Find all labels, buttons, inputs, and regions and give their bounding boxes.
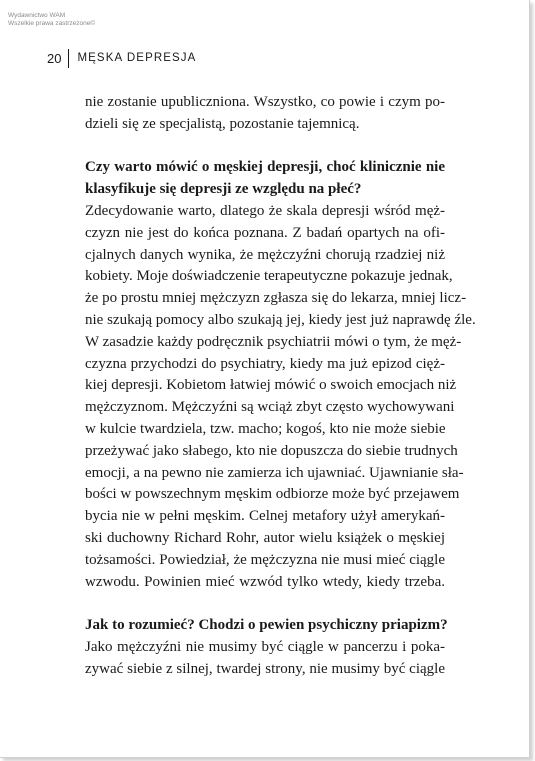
text-line: mężczyznom. Mężczyźni są wciąż zbyt często wychowywani: [85, 399, 455, 416]
text-line: ski duchowny Richard Rohr, autor wielu książek o męskiej: [85, 529, 445, 546]
text-line: tożsamości. Powiedział, że mężczyzna nie musi mieć ciągle: [85, 551, 445, 568]
running-title: MĘSKA DEPRESJA: [77, 52, 197, 64]
text-line: przeżywać jako słabego, kto nie dopuszcza do siebie trudnych: [85, 442, 458, 459]
page-number: 20: [47, 50, 62, 66]
text-line: zywać siebie z silnej, twardej strony, nie musimy być ciągle: [85, 660, 445, 677]
question-line: Czy warto mówić o męskiej depresji, choć klinicznie nie: [85, 159, 445, 176]
page-header: [47, 48, 196, 68]
publisher-watermark: [8, 12, 95, 28]
text-line: kiej depresji. Kobietom łatwiej mówić o swoich emocjach niż: [85, 377, 457, 394]
text-line: Jako mężczyźni nie musimy być ciągle w pancerzu i poka-: [85, 638, 445, 655]
text-line: Zdecydowanie warto, dlatego że skala depresji wśród męż-: [85, 202, 445, 219]
text-line: czyzn nie jest do końca poznana. Z badań opartych na ofi-: [85, 224, 445, 241]
header-divider: [68, 49, 69, 68]
text-line: nie zostanie upubliczniona. Wszystko, co powie i czym po-: [85, 94, 445, 110]
watermark-publisher: Wydawnictwo WAM: [8, 12, 66, 19]
text-line: w kulcie twardziela, tzw. macho; kogoś, kto nie może siebie: [85, 420, 446, 437]
watermark-copyright: Wszelkie prawa zastrzeżone©: [8, 20, 96, 27]
paragraph-gap: [85, 136, 445, 158]
text-line: nie szukają pomocy albo szukają jej, kiedy jest już naprawdę źle.: [85, 311, 476, 328]
paragraph-gap: [85, 593, 445, 615]
text-line: kobiety. Moje doświadczenie terapeutyczne pokazuje jednak,: [85, 268, 453, 285]
text-line: że po prostu mniej mężczyzn zgłasza się do lekarza, mniej licz-: [85, 290, 467, 307]
text-line: bycia nie w pełni męskim. Celnej metafory użył amerykań-: [85, 508, 445, 525]
page-body: [85, 92, 476, 681]
text-line: czyzna przychodzi do psychiatry, kiedy ma już epizod cięż-: [85, 355, 445, 372]
text-line: cjalnych danych wynika, że mężczyźni chorują rzadziej niż: [85, 246, 445, 263]
text-line: bości w powszechnym męskim odbiorze może być przejawem: [85, 486, 460, 503]
text-line: W zasadzie każdy podręcznik psychiatrii mówi o tym, że męż-: [85, 333, 462, 350]
question-line: klasyfikuje się depresji ze względu na płeć?: [85, 181, 362, 198]
text-line: wzwodu. Powinien mieć wzwód tylko wtedy, kiedy trzeba.: [85, 573, 445, 590]
question-line: Jak to rozumieć? Chodzi o pewien psychiczny priapizm?: [85, 617, 448, 634]
text-line: emocji, a na pewno nie zamierza ich ujawniać. Ujawnianie sła-: [85, 464, 464, 481]
text-line: dzieli się ze specjalistą, pozostanie tajemnicą.: [85, 115, 360, 132]
